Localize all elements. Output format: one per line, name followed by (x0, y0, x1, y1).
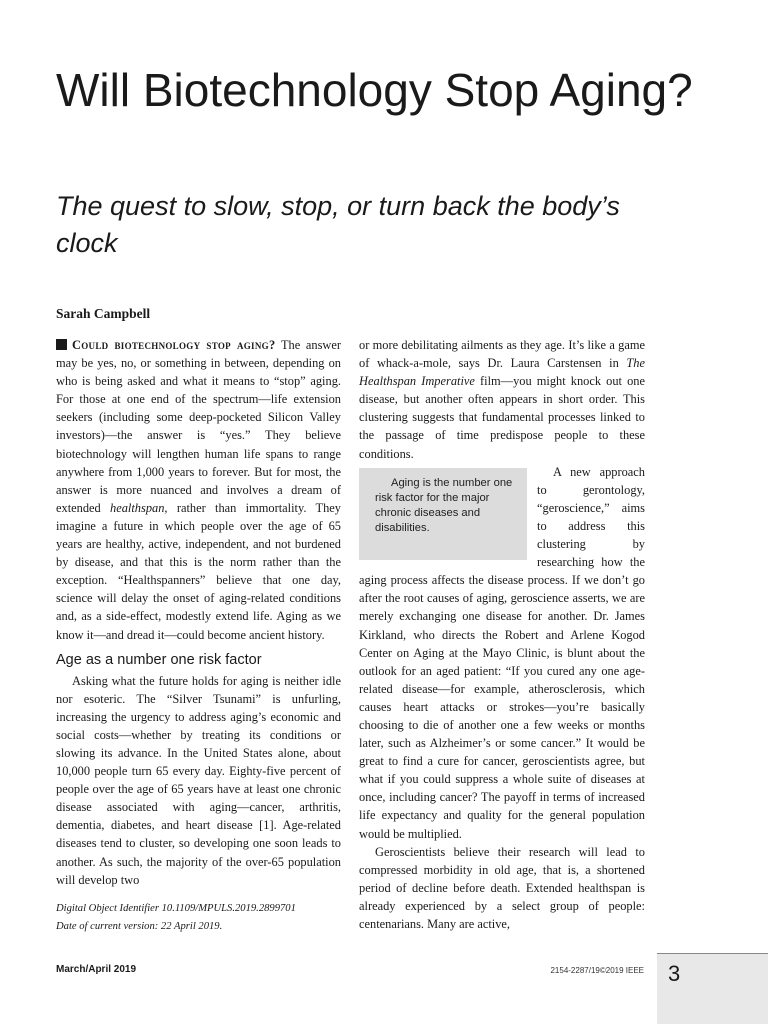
lead-text: The answer may be yes, no, or something in between, depending on who is being asked and what it means to “stop” aging. For those at one end of the spectrum—life extension seekers (including some deep-pocketed Silicon Valley investors)—the answer is “yes.” They believe biotechnology will lengthen human life spans to range anywhere from 1,000 years to forever. But for most, the answer is more nuanced and involves a dream of extended (56, 338, 342, 515)
footer-issue-date: March/April 2019 (56, 964, 137, 975)
text-run: film—you might knock out one disease, but another often appears in short order. This clustering suggests that fundamental processes linked to the passage of time predispose people to these conditions. (359, 374, 645, 461)
article-metadata (56, 900, 346, 936)
author-name: Sarah Campbell (56, 306, 151, 321)
page-number: 3 (668, 961, 681, 986)
square-bullet-icon (56, 339, 67, 350)
column-right (359, 336, 645, 933)
paragraph-geroscience (359, 463, 645, 843)
film-title-emphasis: The Healthspan Imperative (359, 356, 645, 389)
lead-small-caps: Could biotechnology stop aging? (72, 338, 276, 352)
pull-quote: Aging is the number one risk factor for the major chronic diseases and disabilities. (359, 468, 527, 560)
text-run: A new approach to gerontology, “geroscience,” aims to address this clustering by researching how the aging process affects the disease process. If we don’t go after the root causes of aging, geroscience asserts, we are merely exchanging one disease for another. Dr. James Kirkland, who directs the Robert and Arlene Kogod Center on Aging at the Mayo Clinic, is blunt about the outlook for an aged patient: “If you cured any one age-related disease—for example, atherosclerosis, which causes heart attacks or strokes—you’re basically choosing to die of another one a few weeks or months later, such as Alzheimer’s or some cancer.” It would be great to find a cure for cancer, geroscientists agree, but what if you could suppress a whole suite of diseases at once, including cancer? The payoff in terms of increased life expectancy and quality for the general population would be multiplied. (359, 464, 645, 841)
paragraph-whack-a-mole (359, 336, 645, 463)
paragraph-compressed-morbidity: Geroscientists believe their research will lead to compressed morbidity in old age, that is, a shortened period of decline before death. Extended healthspan is already experienced by a select group of people: centenarians. Many are active, (359, 844, 645, 931)
doi-text: Digital Object Identifier 10.1109/MPULS.2019.2899701 (56, 903, 296, 914)
section-heading: Age as a number one risk factor (56, 651, 262, 668)
column-left (56, 336, 341, 889)
version-date-text: Date of current version: 22 April 2019. (56, 921, 223, 932)
footer-copyright-code: 2154-2287/19©2019 IEEE (550, 966, 644, 975)
healthspan-emphasis: healthspan (110, 500, 165, 515)
lead-text-end: , rather than immortality. They imagine a future in which people over the age of 65 years are healthy, active, independent, and not burdened by disease, and that this is the norm rather than the exception. “Healthspanners” believe that one day, science will delay the onset of aging-related conditions and, as a side-effect, modestly extend life. Aging as we know it—and dread it—could become ancient history. (56, 500, 341, 642)
paragraph-lead (56, 336, 341, 644)
paragraph-risk-factor: Asking what the future holds for aging is neither idle nor esoteric. The “Silver Tsunami” is unfurling, increasing the urgency to address aging’s economic and social costs—whether by treating its conditions or slowing its advance. In the United States alone, about 10,000 people turn 65 every day. Eighty-five percent of people over the age of 65 years have at least one chronic disease associated with aging—cancer, arthritis, dementia, diabetes, and heart disease [1]. Age-related diseases tend to cluster, so developing one soon leads to another. As such, the majority of the over-65 population will develop two (56, 673, 341, 887)
text-run: or more debilitating ailments as they age. It’s like a game of whack-a-mole, says Dr. Laura Carstensen in (359, 338, 645, 371)
article-subtitle: The quest to slow, stop, or turn back the body’s clock (56, 191, 620, 258)
article-title: Will Biotechnology Stop Aging? (56, 64, 693, 116)
